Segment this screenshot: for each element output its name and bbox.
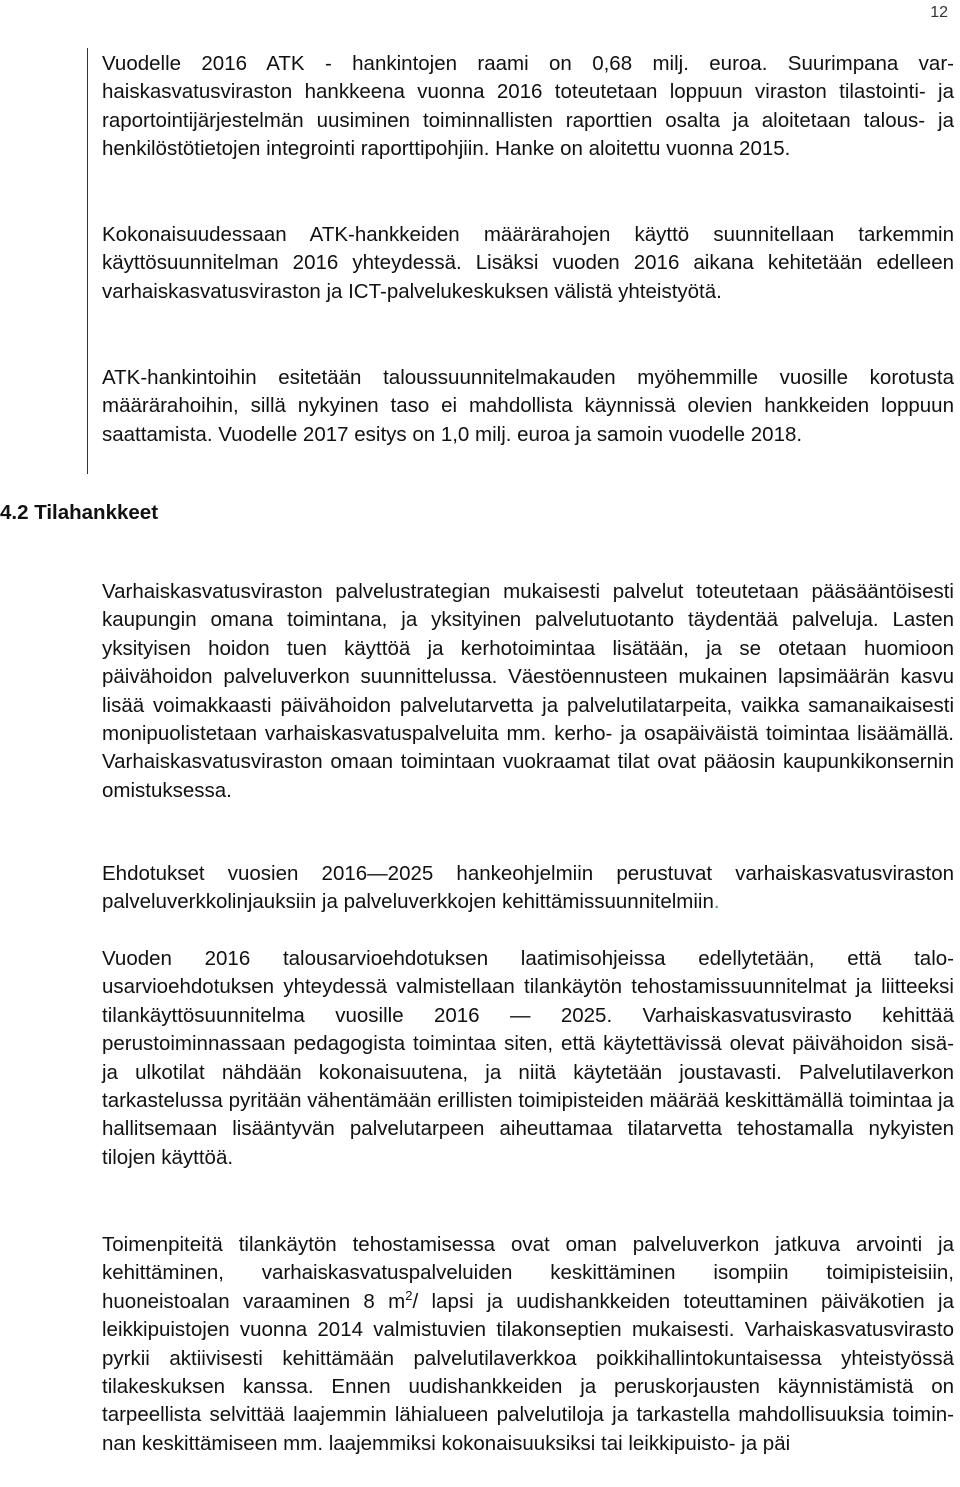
paragraph-measures-text-a: Toimenpiteitä tilankäytön tehostamisessa ovat oman palveluverkon jatkuva arvointi ja kehittäminen, varhaiskasvatuspalveluiden keskittäminen isompiin toimipisteisiin, huoneistoalan varaaminen 8 m <box>102 1233 954 1313</box>
paragraph-budget-instructions: Vuoden 2016 talousarvioehdotuksen laatimisohjeissa edellytetään, että talousarvioehdotuksen yhteydessä valmistellaan tilankäytön tehostamissuunnitelmat ja liitteeksi tilankäyttösuunnitelma vuosille 2016 — 2025. Varhaiskasvatusvirasto kehittää perustoiminnassaan pedagogista toimintaa siten, että käytettävissä olevat päivähoidon sisä- ja ulkotilat nähdään kokonaisuutena, ja niitä käytetään joustavasti. Palvelutilaverkon tarkastelussa pyritään vähentämään erillisten toimipisteiden määrää keskittämällä toimintaa ja hallitsemaan lisääntyvän palvelutarpeen aiheuttamaa tilatarvetta tehostamalla nykyisten tilojen käyttöä. <box>102 947 954 1169</box>
margin-vertical-rule <box>87 48 88 474</box>
page-number: 12 <box>930 4 948 21</box>
paragraph-proposals-text: Ehdotukset vuosien 2016—2025 hankeohjelmiin perustuvat varhaiskasvatusviraston palveluverkkolinjauksiin ja palveluverkkojen kehittämissuunnitelmiin <box>102 862 954 914</box>
paragraph-proposals <box>102 860 954 917</box>
paragraph-atk-overall: Kokonaisuudessaan ATK-hankkeiden määrärahojen käyttö suunnitellaan tarkemmin käyttösuunnitelman 2016 yhteydessä. Lisäksi vuoden 2016 aikana kehitetään edelleen varhaiskasvatusviraston ja ICT-palvelukeskuksen välistä yhteistyötä. <box>102 223 954 303</box>
section-heading: 4.2 Tilahankkeet <box>0 501 159 524</box>
paragraph-atk-budget: Vuodelle 2016 ATK - hankintojen raami on 0,68 milj. euroa. Suurimpana varhaiskasvatusviraston hankkeena vuonna 2016 toteutetaan loppuun viraston tilastointi- ja raportointijärjestelmän uusiminen toiminnallisten raporttien osalta ja aloitetaan talous- ja henkilöstötietojen integrointi raporttipohjiin. Hanke on aloitettu vuonna 2015. <box>102 52 954 161</box>
paragraph-atk-future: ATK-hankintoihin esitetään taloussuunnitelmakauden myöhemmille vuosille korotusta määrärahoihin, sillä nykyinen taso ei mahdollista käynnissä olevien hankkeiden loppuun saattamista. Vuodelle 2017 esitys on 1,0 milj. euroa ja samoin vuodelle 2018. <box>102 366 954 446</box>
paragraph-service-strategy: Varhaiskasvatusviraston palvelustrategian mukaisesti palvelut toteutetaan pääsääntöisesti kaupungin omana toimintana, ja yksityinen palvelutuotanto täydentää palveluja. Lasten yksityisen hoidon tuen käyttöä ja kerhotoimintaa lisätään, ja se otetaan huomioon päivähoidon palveluverkon suunnittelussa. Väestöennusteen mukainen lapsimäärän kasvu lisää voimakkaasti päivähoidon palvelutarvetta ja palvelutilatarpeita, vaikka samanaikaisesti monipuolistetaan varhaiskasvatuspalveluita mm. kerho- ja osapäiväistä toimintaa lisäämällä. Varhaiskasvatusviraston omaan toimintaan vuokraamat tilat ovat pääosin kaupunkikonsernin omistuksessa. <box>102 580 954 802</box>
superscript-square: 2 <box>405 1287 413 1303</box>
paragraph-proposals-end: . <box>713 890 720 914</box>
paragraph-measures <box>102 1231 954 1458</box>
paragraph-measures-text-b: / lapsi ja uudishankkeiden toteuttaminen päiväkotien ja leikkipuistojen vuonna 2014 valmistuvien tilakonseptien mukaisesti. Varhaiskasvatusvirasto pyrkii aktiivisesti kehittämään palvelutilaverkkoa poikkihallintokuntaisessa yhteistyössä tilakeskuksen kanssa. Ennen uudishankkeiden ja peruskorjausten käynnistämistä on tarpeellista selvittää laajemmin lähialueen palvelutiloja ja tarkastella mahdollisuuksia toiminnan keskittämiseen mm. laajemmiksi kokonaisuuksiksi tai leikkipuisto- ja päi <box>102 1289 954 1455</box>
